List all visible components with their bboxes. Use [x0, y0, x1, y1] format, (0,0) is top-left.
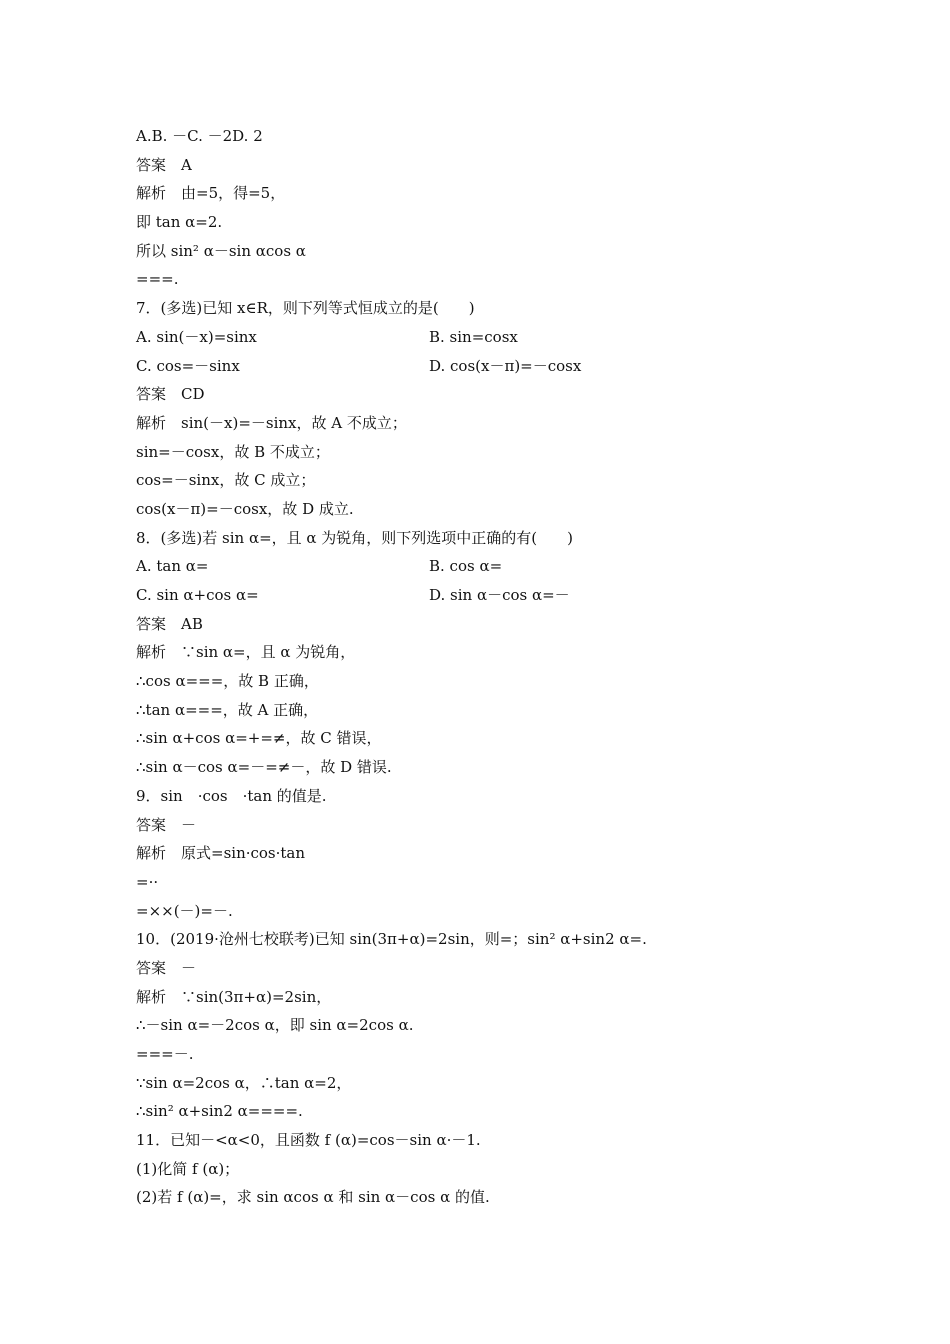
answer-line: 答案 CD: [136, 385, 205, 404]
option-c: C. cos=－sinx: [136, 356, 240, 375]
option-d: D. cos(x－π)=－cosx: [429, 356, 582, 375]
text-line: cos=－sinx，故 C 成立；: [136, 471, 316, 490]
answer-line: 答案 －: [136, 958, 197, 977]
sub-question: (1)化简 f (α)；: [136, 1159, 240, 1178]
text-line: ∴sin α+cos α=+=≠，故 C 错误，: [136, 729, 382, 748]
document-page: [136, 122, 836, 1212]
option-b: B. cos α=: [429, 557, 503, 576]
option-c: C. sin α+cos α=: [136, 586, 259, 604]
analysis-line: 解析 原式=sin·cos·tan: [136, 844, 306, 863]
options-row: [136, 352, 836, 381]
text-line: ∴cos α===，故 B 正确，: [136, 672, 319, 691]
text-line: 所以 sin² α－sin αcos α: [136, 241, 306, 260]
question-10: 10．(2019·沧州七校联考)已知 sin(3π+α)=2sin，则=；sin² α+sin2 α=.: [136, 930, 647, 949]
text-line: =××(－)=－.: [136, 901, 233, 920]
option-d: D. sin α－cos α=－: [429, 586, 570, 604]
text-line: ∵sin α=2cos α，∴tan α=2，: [136, 1073, 352, 1092]
text-line: ∴sin² α+sin2 α====.: [136, 1102, 303, 1121]
option-b: B. sin=cosx: [429, 327, 518, 346]
text-line: sin=－cosx，故 B 不成立；: [136, 442, 330, 461]
question-9: 9．sin ·cos ·tan 的值是.: [136, 786, 327, 805]
analysis-line: 解析 sin(－x)=－sinx，故 A 不成立；: [136, 413, 407, 432]
text-line: ∴sin α－cos α=－=≠－，故 D 错误.: [136, 758, 392, 777]
answer-line: 答案 －: [136, 815, 197, 834]
text-line: =··: [136, 872, 159, 891]
option-a: A. tan α=: [136, 557, 209, 576]
question-7: 7．(多选)已知 x∈R，则下列等式恒成立的是( ): [136, 299, 475, 318]
text-line: ===－.: [136, 1045, 194, 1063]
answer-line: 答案 A: [136, 155, 192, 174]
sub-question: (2)若 f (α)=，求 sin αcos α 和 sin α－cos α 的值.: [136, 1188, 490, 1207]
question-8: 8．(多选)若 sin α=，且 α 为锐角，则下列选项中正确的有( ): [136, 528, 574, 547]
options-row: [136, 581, 836, 610]
text-line: cos(x－π)=－cosx，故 D 成立.: [136, 499, 354, 518]
text-line: ∴－sin α=－2cos α，即 sin α=2cos α.: [136, 1016, 414, 1035]
option-line: A.B. －C. －2D. 2: [136, 127, 263, 145]
text-line: 即 tan α=2.: [136, 213, 223, 232]
question-11: 11．已知－<α<0，且函数 f (α)=cos－sin α·－1.: [136, 1131, 481, 1150]
analysis-line: 解析 由=5，得=5，: [136, 184, 286, 203]
answer-line: 答案 AB: [136, 614, 203, 633]
text-line: ∴tan α===，故 A 正确，: [136, 700, 319, 719]
option-a: A. sin(－x)=sinx: [136, 327, 257, 346]
text-line: ===.: [136, 270, 179, 289]
analysis-line: 解析 ∵sin(3π+α)=2sin，: [136, 987, 332, 1006]
analysis-line: 解析 ∵sin α=，且 α 为锐角，: [136, 643, 356, 662]
options-row: [136, 323, 836, 352]
options-row: [136, 552, 836, 581]
